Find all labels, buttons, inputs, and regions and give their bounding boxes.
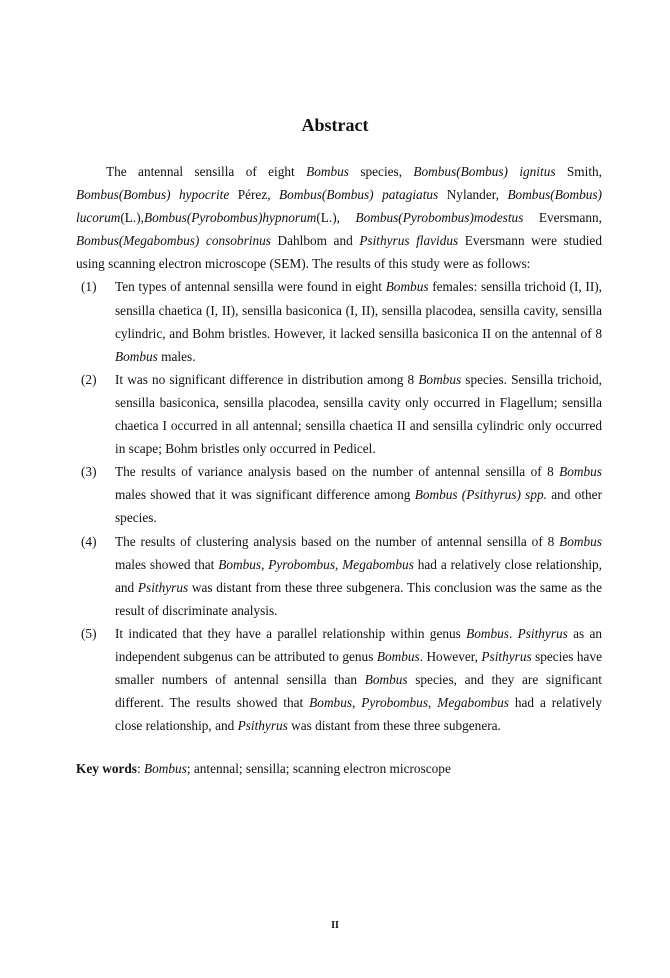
result-item-text: The results of clustering analysis based on the number of antennal sensilla of 8 Bombus males showed that Bombus, Pyrobombus, Megabombus had a relatively close relationship, and Psithyrus was distant from these three subgenera. This conclusion was the same as the result of discriminate analysis. xyxy=(115,533,602,618)
result-item xyxy=(76,275,602,367)
keywords-text: : Bombus; antennal; sensilla; scanning electron microscope xyxy=(136,761,451,776)
italic-term: Megabombus xyxy=(437,695,509,711)
italic-term: Bombus(Bombus) ignitus xyxy=(413,164,556,179)
italic-term: Psithyrus xyxy=(237,718,288,734)
italic-term: Psithyrus xyxy=(517,625,568,641)
italic-term: Bombus xyxy=(385,279,429,295)
italic-term: Bombus xyxy=(309,695,353,711)
result-item-text: Ten types of antennal sensilla were found in eight Bombus females: sensilla trichoid (I, II), sensilla chaetica (I, II), sensilla basiconica (I, II), sensilla placodea, sensilla cavity, sensilla cylindric, and Bohm bristles. However, it lacked sensilla basiconica II on the antennal of 8 Bombus males. xyxy=(115,279,602,364)
italic-term: Bombus xyxy=(143,761,187,776)
italic-term: Bombus xyxy=(115,348,158,364)
result-item-number: (3) xyxy=(81,464,97,480)
result-item-text: It was no significant difference in distribution among 8 Bombus species. Sensilla trichoid, sensilla basiconica, sensilla placodea, sensilla cavity only occurred in Flagellum; sensilla chaetica I occurred in all antennal; sensilla chaetica II and sensilla cylindric only occurred in scape; Bohm bristles only occurred in Pedicel. xyxy=(115,371,602,457)
result-item xyxy=(76,622,602,737)
italic-term: Psithyrus xyxy=(481,648,532,664)
abstract-body xyxy=(76,160,602,737)
result-item-text: The results of variance analysis based on the number of antennal sensilla of 8 Bombus males showed that it was significant difference among Bombus (Psithyrus) spp. and other species. xyxy=(115,464,603,526)
italic-term: Bombus(Pyrobombus)modestus xyxy=(355,210,524,226)
italic-term: Bombus xyxy=(559,533,602,549)
italic-term: Bombus (Psithyrus) spp. xyxy=(414,487,547,503)
italic-term: Bombus(Bombus) hypocrite xyxy=(76,187,230,203)
keywords-line xyxy=(76,758,616,780)
result-item xyxy=(76,460,602,529)
italic-term: Bombus xyxy=(376,648,420,664)
result-item-number: (4) xyxy=(81,533,97,549)
results-list xyxy=(76,275,602,737)
italic-term: Pyrobombus xyxy=(268,556,336,572)
result-item xyxy=(76,530,602,622)
keywords-label: Key words xyxy=(76,761,137,776)
result-item xyxy=(76,368,602,460)
italic-term: Bombus xyxy=(418,371,462,387)
italic-term: Bombus(Pyrobombus)hypnorum xyxy=(143,210,317,226)
result-item-number: (5) xyxy=(81,625,97,641)
result-item-number: (1) xyxy=(81,279,97,295)
italic-term: Bombus(Bombus) lucorum xyxy=(76,187,602,226)
italic-term: Psithyrus flavidus xyxy=(359,233,459,249)
result-item-number: (2) xyxy=(81,371,97,387)
italic-term: Bombus(Megabombus) consobrinus xyxy=(76,233,271,249)
italic-term: Bombus xyxy=(218,556,262,572)
italic-term: Bombus xyxy=(364,672,408,688)
italic-term: Bombus xyxy=(306,164,349,179)
result-item-text: It indicated that they have a parallel relationship within genus Bombus. Psithyrus as an independent subgenus can be attributed to genus Bombus. However, Psithyrus species have smaller numbers of antennal sensilla than Bombus species, and they are significant different. The results showed that Bombus, Pyrobombus, Megabombus had a relatively close relationship, and Psithyrus was distant from these three subgenera. xyxy=(115,625,603,734)
page-number: II xyxy=(331,920,339,931)
abstract-intro-paragraph: The antennal sensilla of eight Bombus species, Bombus(Bombus) ignitus Smith, Bombus(Bombus) hypocrite Pérez, Bombus(Bombus) patagiatus Nylander, Bombus(Bombus) lucorum(L.),Bombus(Pyrobombus)hypnorum(L.), Bombus(Pyrobombus)modestus Eversmann, Bombus(Megabombus) consobrinus Dahlbom and Psithyrus flavidus Eversmann were studied using scanning electron microscope (SEM). The results of this study were as follows: xyxy=(76,164,603,272)
italic-term: Bombus(Bombus) patagiatus xyxy=(279,187,439,203)
italic-term: Megabombus xyxy=(342,556,414,572)
italic-term: Psithyrus xyxy=(137,579,189,595)
italic-term: Pyrobombus xyxy=(361,695,429,711)
page-title: Abstract xyxy=(301,115,369,135)
italic-term: Bombus xyxy=(559,464,602,480)
italic-term: Bombus xyxy=(466,625,509,641)
